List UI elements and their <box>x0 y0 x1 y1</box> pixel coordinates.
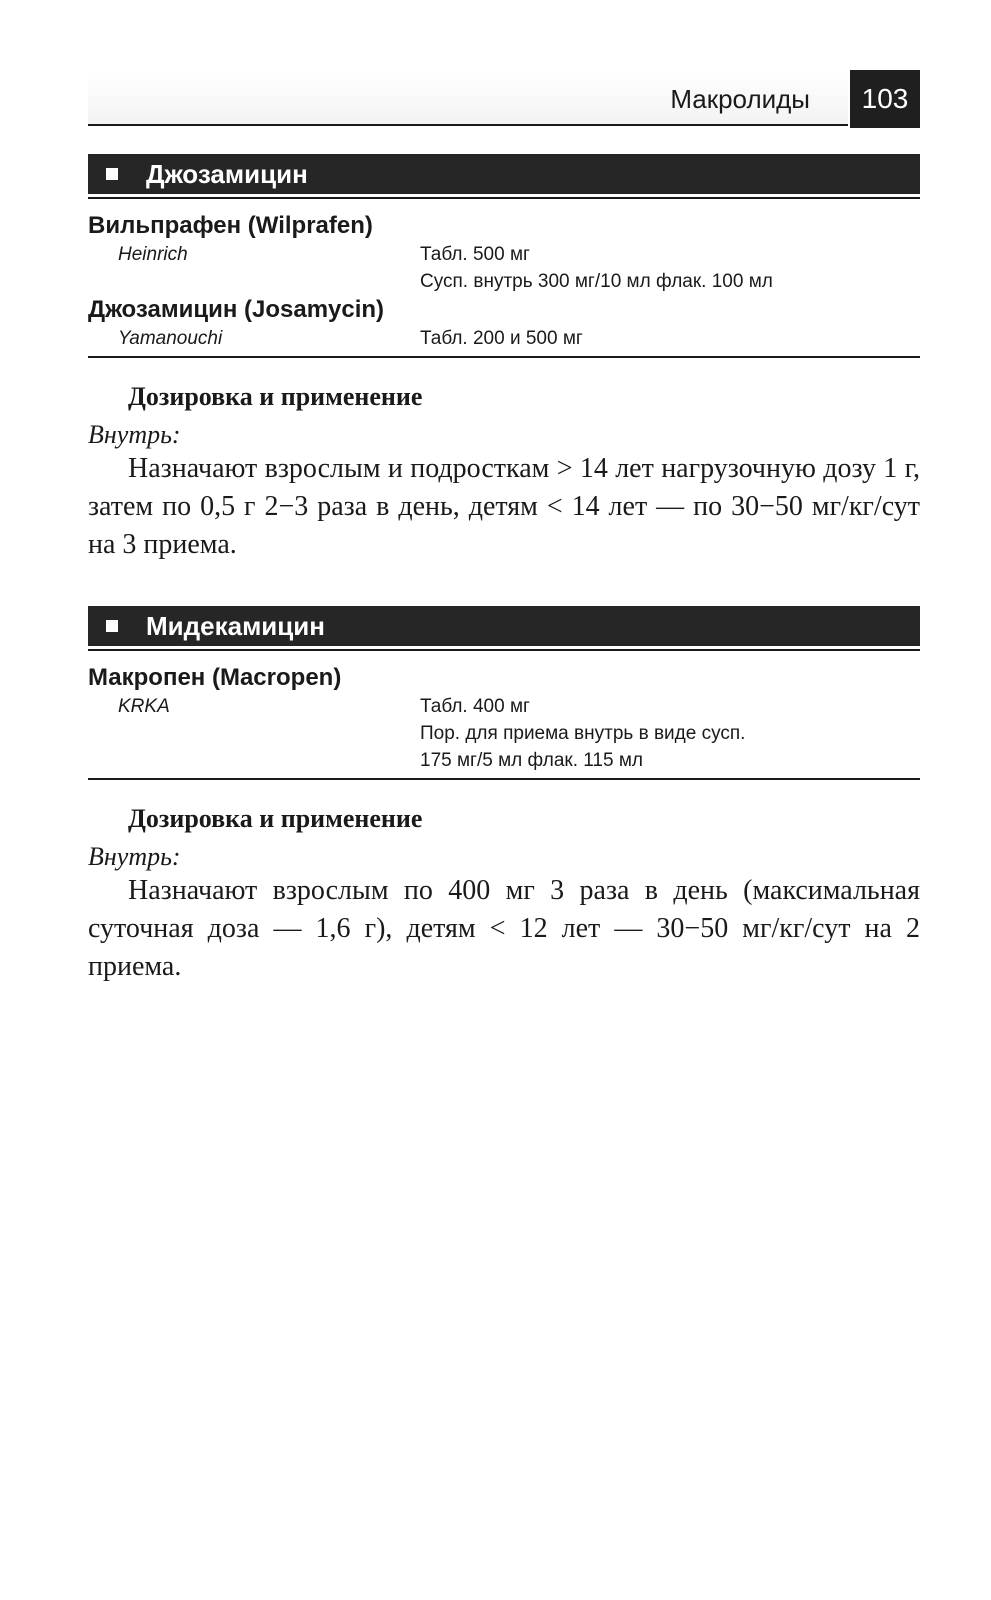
page-number: 103 <box>850 70 920 128</box>
drug-list <box>88 657 920 780</box>
square-bullet-icon <box>106 168 118 180</box>
drug-list <box>88 205 920 358</box>
drug-name: Макропен (Macropen) <box>88 664 342 691</box>
dosage-form: Табл. 400 мг <box>420 696 530 717</box>
dosage-text: Назначают взрослым по 400 мг 3 раза в день (максимальная суточная доза — 1,6 г), детям < 12 лет — 30−50 мг/кг/сут на 2 приема. <box>88 875 920 982</box>
dosage-text: Назначают взрослым и подросткам > 14 лет нагрузочную дозу 1 г, затем по 0,5 г 2−3 раза в день, детям < 14 лет — по 30−50 мг/кг/сут на 3 приема. <box>88 453 920 560</box>
route-label: Внутрь: <box>88 842 181 871</box>
square-bullet-icon <box>106 620 118 632</box>
drug-row <box>88 325 920 352</box>
dosage-heading: Дозировка и применение <box>128 804 423 833</box>
manufacturer: Yamanouchi <box>118 328 223 349</box>
dosage-form: Табл. 500 мг <box>420 244 530 265</box>
dosage-forms <box>420 325 920 352</box>
running-header <box>88 70 920 128</box>
drug-name: Джозамицин (Josamycin) <box>88 296 385 323</box>
dosage-form: Пор. для приема внутрь в виде сусп. <box>420 723 746 744</box>
section-bar-josamycin <box>88 154 920 197</box>
section-bar-midecamycin <box>88 606 920 649</box>
route-label: Внутрь: <box>88 420 181 449</box>
section-title: Джозамицин <box>146 158 308 189</box>
manufacturer: KRKA <box>118 696 170 717</box>
drug-name: Вильпрафен (Wilprafen) <box>88 212 373 239</box>
dosage-form: Сусп. внутрь 300 мг/10 мл флак. 100 мл <box>420 271 773 292</box>
dosage-form: 175 мг/5 мл флак. 115 мл <box>420 750 643 771</box>
dosage-forms <box>420 693 920 774</box>
section-title: Мидекамицин <box>146 610 325 641</box>
page <box>88 70 920 986</box>
manufacturer: Heinrich <box>118 244 188 265</box>
chapter-title: Макролиды <box>670 84 810 114</box>
drug-row <box>88 241 920 295</box>
drug-row <box>88 693 920 774</box>
dosage-form: Табл. 200 и 500 мг <box>420 328 583 349</box>
dosage-heading: Дозировка и применение <box>128 382 423 411</box>
dosage-forms <box>420 241 920 295</box>
